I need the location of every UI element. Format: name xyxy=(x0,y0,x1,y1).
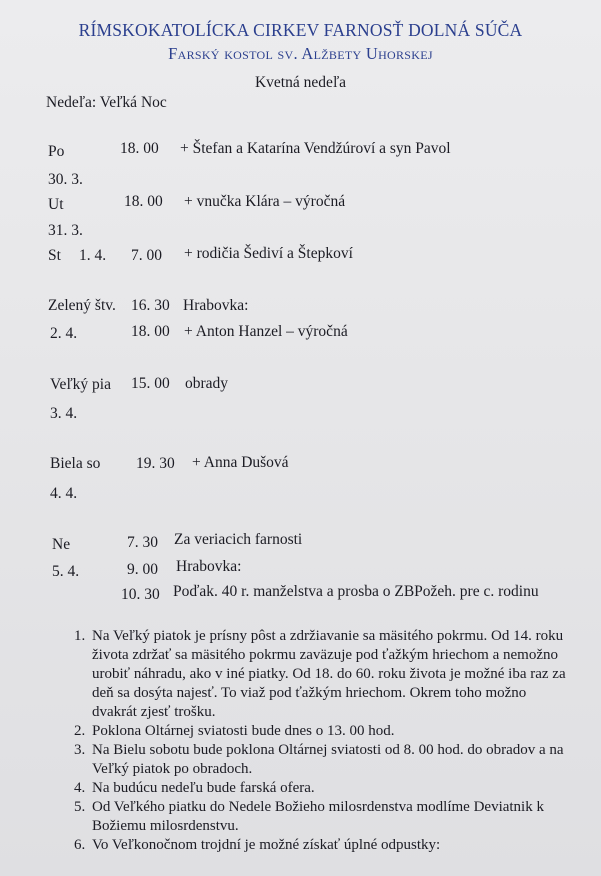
parish-title: RÍMSKOKATOLÍCKA CIRKEV FARNOSŤ DOLNÁ SÚČA xyxy=(78,20,523,40)
intent-tue: + vnučka Klára – výročná xyxy=(184,193,346,210)
day-tue: Ut xyxy=(48,196,64,213)
list-item xyxy=(74,836,574,855)
date-tue: 31. 3. xyxy=(48,222,83,239)
intent-mon: + Štefan a Katarína Vendžúroví a syn Pavol xyxy=(180,140,451,157)
list-text: Na Bielu sobotu bude poklona Oltárnej sviatosti od 8. 00 hod. do obradov a na Veľký piatok po obradoch. xyxy=(92,742,564,777)
intent-fri: obrady xyxy=(185,375,229,392)
list-number: 2. xyxy=(74,723,86,739)
list-item xyxy=(74,779,574,798)
time-fri: 15. 00 xyxy=(131,375,170,392)
list-text: Na Veľký piatok je prísny pôst a zdržiavanie sa mäsitého pokrmu. Od 14. roku života zdržať sa mäsitého pokrmu zaväzuje pod ťažkým hriechom a nemožno urobiť náhradu, ako v iné piatky. Od 18. do 60. roku života je možné iba raz za deň sa dosýta najesť. To viaž pod ťažkým hriechom. Okrem toho možno dvakrát zjesť trošku. xyxy=(92,628,566,720)
intent-sun-1: Za veriacich farnosti xyxy=(174,531,303,548)
list-number: 6. xyxy=(74,837,86,853)
week-label: Nedeľa: Veľká Noc xyxy=(46,94,167,111)
list-text: Poklona Oltárnej sviatosti bude dnes o 13. 00 hod. xyxy=(92,723,395,739)
liturgical-day: Kvetná nedeľa xyxy=(254,74,347,91)
time-thu-2: 18. 00 xyxy=(131,323,170,340)
time-thu-1: 16. 30 xyxy=(131,297,170,314)
list-item xyxy=(74,722,574,741)
date-mon: 30. 3. xyxy=(48,171,83,188)
time-sun-3: 10. 30 xyxy=(121,586,160,603)
intent-sat: + Anna Dušová xyxy=(192,454,289,471)
intent-sun-3: Poďak. 40 r. manželstva a prosba o ZBPožeh. pre c. rodinu xyxy=(173,583,539,600)
intent-sun-2: Hrabovka: xyxy=(176,558,242,575)
list-item xyxy=(74,798,574,836)
day-wed: St xyxy=(48,247,61,264)
time-sat: 19. 30 xyxy=(136,455,175,472)
time-sun-2: 9. 00 xyxy=(127,561,158,578)
time-mon: 18. 00 xyxy=(120,140,159,157)
date-thu: 2. 4. xyxy=(50,325,78,342)
list-number: 5. xyxy=(74,799,86,815)
day-thu: Zelený štv. xyxy=(48,297,116,314)
intent-wed: + rodičia Šediví a Štepkoví xyxy=(184,245,353,262)
intent-thu-2: + Anton Hanzel – výročná xyxy=(184,323,348,340)
date-sun: 5. 4. xyxy=(52,563,80,580)
day-sat: Biela so xyxy=(50,455,101,472)
intent-thu-1: Hrabovka: xyxy=(183,297,249,314)
list-text: Na budúcu nedeľu bude farská ofera. xyxy=(92,780,315,796)
list-item xyxy=(74,627,574,722)
day-mon: Po xyxy=(48,143,65,160)
list-number: 3. xyxy=(74,742,86,758)
day-fri: Veľký pia xyxy=(50,376,111,393)
list-text: Vo Veľkonočnom trojdní je možné získať úplné odpustky: xyxy=(92,837,441,853)
list-number: 4. xyxy=(74,780,86,796)
day-sun: Ne xyxy=(52,536,71,553)
time-tue: 18. 00 xyxy=(124,193,163,210)
list-item xyxy=(74,741,574,779)
list-number: 1. xyxy=(74,628,86,644)
date-wed: 1. 4. xyxy=(79,247,107,264)
time-wed: 7. 00 xyxy=(131,247,162,264)
date-sat: 4. 4. xyxy=(50,485,78,502)
church-subtitle: Farský kostol sv. Alžbety Uhorskej xyxy=(168,44,433,63)
list-text: Od Veľkého piatku do Nedele Božieho milosrdenstva modlíme Deviatnik k Božiemu milosrdenstvu. xyxy=(92,799,544,834)
time-sun-1: 7. 30 xyxy=(127,534,158,551)
announcement-list xyxy=(74,627,574,855)
date-fri: 3. 4. xyxy=(50,405,78,422)
